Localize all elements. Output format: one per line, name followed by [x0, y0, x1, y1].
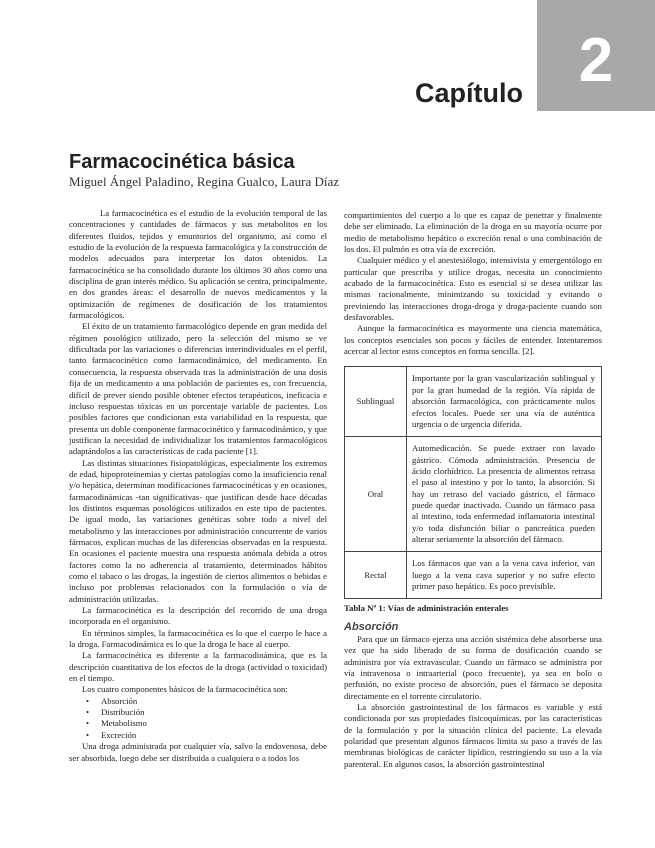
- chapter-number: 2: [578, 26, 614, 95]
- section-heading: Absorción: [344, 620, 399, 633]
- chapter-label: Capítulo: [415, 78, 523, 108]
- paragraph: Una droga administrada por cualquier vía, salvo la endovenosa, debe ser absorbida, luego debe ser distribuida a cualquiera o a todos los: [69, 741, 327, 763]
- route-name: Oral: [345, 437, 407, 552]
- table-caption: Tabla Nº 1: Vías de administración enterales: [344, 603, 509, 614]
- route-description: Importante por la gran vascularización sublingual y por la gran humedad de la región. Vía rápida de absorción farmacológica, con prácticamente nulos efectos locales. Puede ser una vía de auténtica urgencia o de urgencia diferida.: [407, 367, 602, 437]
- table-row: [345, 437, 602, 552]
- list-item: • Metabolismo: [101, 718, 327, 729]
- paragraph: Cualquier médico y el anestesiólogo, intensivista y emergentólogo en particular que prescriba y utilice drogas, necesita un conocimiento acabado de la farmacocinética. Esto es esencial si se desea utilizar las mismas racionalmente, minimizando su toxicidad y evitando o previniendo las interacciones droga-droga y droga-paciente cuando son desfavorables.: [344, 255, 602, 323]
- right-column: [344, 210, 602, 770]
- left-column: [69, 208, 327, 764]
- routes-table: [344, 366, 602, 599]
- authors: Miguel Ángel Paladino, Regina Gualco, Laura Díaz: [69, 174, 340, 189]
- components-list: [101, 696, 327, 741]
- route-description: Los fármacos que van a la vena cava inferior, van luego a la vena cava superior y no sufre efecto primer paso hepático. Es poco previsible.: [407, 552, 602, 599]
- paragraph: La farmacocinética es el estudio de la evolución temporal de las concentraciones y cantidades de fármacos y sus metabolitos en los diferentes fluidos, tejidos y emuntorios del organismo, así como el estudio de la evolución de la respuesta farmacológica y la construcción de modelos adecuados para interpretar los datos obtenidos. La farmacocinética se ha consolidado durante los últimos 30 años como una disciplina de gran interés médico. Su aplicación se centra, principalmente, en dos grandes áreas: el desarrollo de nuevos medicamentos y la optimización de regímenes de dosificación de los tratamientos farmacológicos.: [69, 208, 327, 321]
- paragraph: compartimientos del cuerpo a lo que es capaz de penetrar y finalmente debe ser eliminado. La eliminación de la droga en su mayoría ocurre por medio de metabolismo hepático o excreción renal o una combinación de los dos. El pulmón es otra vía de excreción.: [344, 210, 602, 255]
- list-item: • Distribución: [101, 707, 327, 718]
- paragraph: La farmacocinética es diferente a la farmacodinámica, que es la descripción cuantitativa de los efectos de la droga (actividad o toxicidad) en el tiempo.: [69, 650, 327, 684]
- paragraph: Aunque la farmacocinética es mayormente una ciencia matemática, los conceptos esenciales son pocos y fáciles de entender. Intentaremos acercar al lector estos conceptos en forma sencilla. [2].: [344, 323, 602, 357]
- route-name: Rectal: [345, 552, 407, 599]
- paragraph: Las distintas situaciones fisiopatológicas, especialmente los extremos de edad, hipoproteinemias y ciertas patologías como la insuficiencia renal y/o hepática, determinan modificaciones farmacocinéticas y en ocasiones, farmacodinámicas -tan significativas- que justifican desde hace décadas los distintos esquemas posológicos utilizados en este tipo de pacientes. De igual modo, las variaciones genéticas sobre todo a nivel del metabolismo y las interacciones por administración concurrente de varios fármacos, explican muchas de las diferencias observadas en la respuesta. En ocasiones el paciente muestra una respuesta anómala debida a otros factores como la no adherencia al tratamiento, determinados hábitos como el tabaco o las drogas, la ingestión de ciertos alimentos o bebidas e incluso por problemas relacionados con la formulación o vía de administración utilizadas.: [69, 457, 327, 604]
- table-row: [345, 367, 602, 437]
- paragraph: Para que un fármaco ejerza una acción sistémica debe absorberse una vez que ha sido liberado de su forma de dosificación cuando se administra por vía extravascular. Cuando un fármaco se administra por vía intravenosa o intraarterial (poco frecuente), ya sea en bolo o perfusión, no existe proceso de absorción, pues el fármaco se deposita directamente en el torrente circulatorio.: [344, 634, 602, 701]
- table-row: [345, 552, 602, 599]
- chapter-number-box: [537, 0, 655, 111]
- list-item: • Excreción: [101, 730, 327, 741]
- page-title: Farmacocinética básica: [69, 151, 295, 173]
- paragraph: La farmacocinética es la descripción del recorrido de una droga incorporada en el organismo.: [69, 605, 327, 627]
- route-name: Sublingual: [345, 367, 407, 437]
- paragraph: En términos simples, la farmacocinética es lo que el cuerpo le hace a la droga. Farmacodinámica es lo que la droga le hace al cuerpo.: [69, 627, 327, 650]
- list-item: • Absorción: [101, 696, 327, 707]
- paragraph: Los cuatro componentes básicos de la farmacocinética son:: [82, 684, 288, 695]
- paragraph: El éxito de un tratamiento farmacológico depende en gran medida del régimen posológico utilizado, pero la selección del mismo se ve dificultada por las variaciones o diferencias interindividuales en el perfil, tanto farmacocinético como farmacodinámico, del medicamento. En consecuencia, la respuesta observada tras la administración de una dosis fija de un medicamento a una población de pacientes es, con frecuencia, difícil de prever siendo posible obtener efectos terapéuticos, ineficacia e incluso respuestas tóxicas en un porcentaje variable de pacientes. Los posibles factores que condicionan esta variabilidad en la respuesta, que presenta un doble componente farmacocinético y farmacodinámico, y que justifican la necesidad de individualizar los tratamientos farmacológicos adaptándolos a las características de cada paciente [1].: [69, 321, 327, 457]
- route-description: Automedicación. Se puede extraer con lavado gástrico. Cómoda administración. Presencia de ácido clorhídrico. La presencia de alimentos retrasa el paso al intestino y por lo tanto, la absorción. Si hay un retraso del vaciado gástrico, el fármaco puede quedar inactivado. Cuando un fármaco pasa al intestino, toda enfermedad inflamatoria intestinal y/o toda disfunción biliar o pancreática pueden alterar seriamente la absorción del fármaco.: [407, 437, 602, 552]
- paragraph: La absorción gastrointestinal de los fármacos es variable y está condicionada por sus propiedades fisicoquímicas, por las características de la formulación y por la situación clínica del paciente. La elevada polaridad que presentan algunos fármacos limita su paso a través de las membranas biológicas de carácter lipídico, restringiendo su uso a la vía parenteral. En algunos casos, la absorción gastrointestinal: [344, 702, 602, 769]
